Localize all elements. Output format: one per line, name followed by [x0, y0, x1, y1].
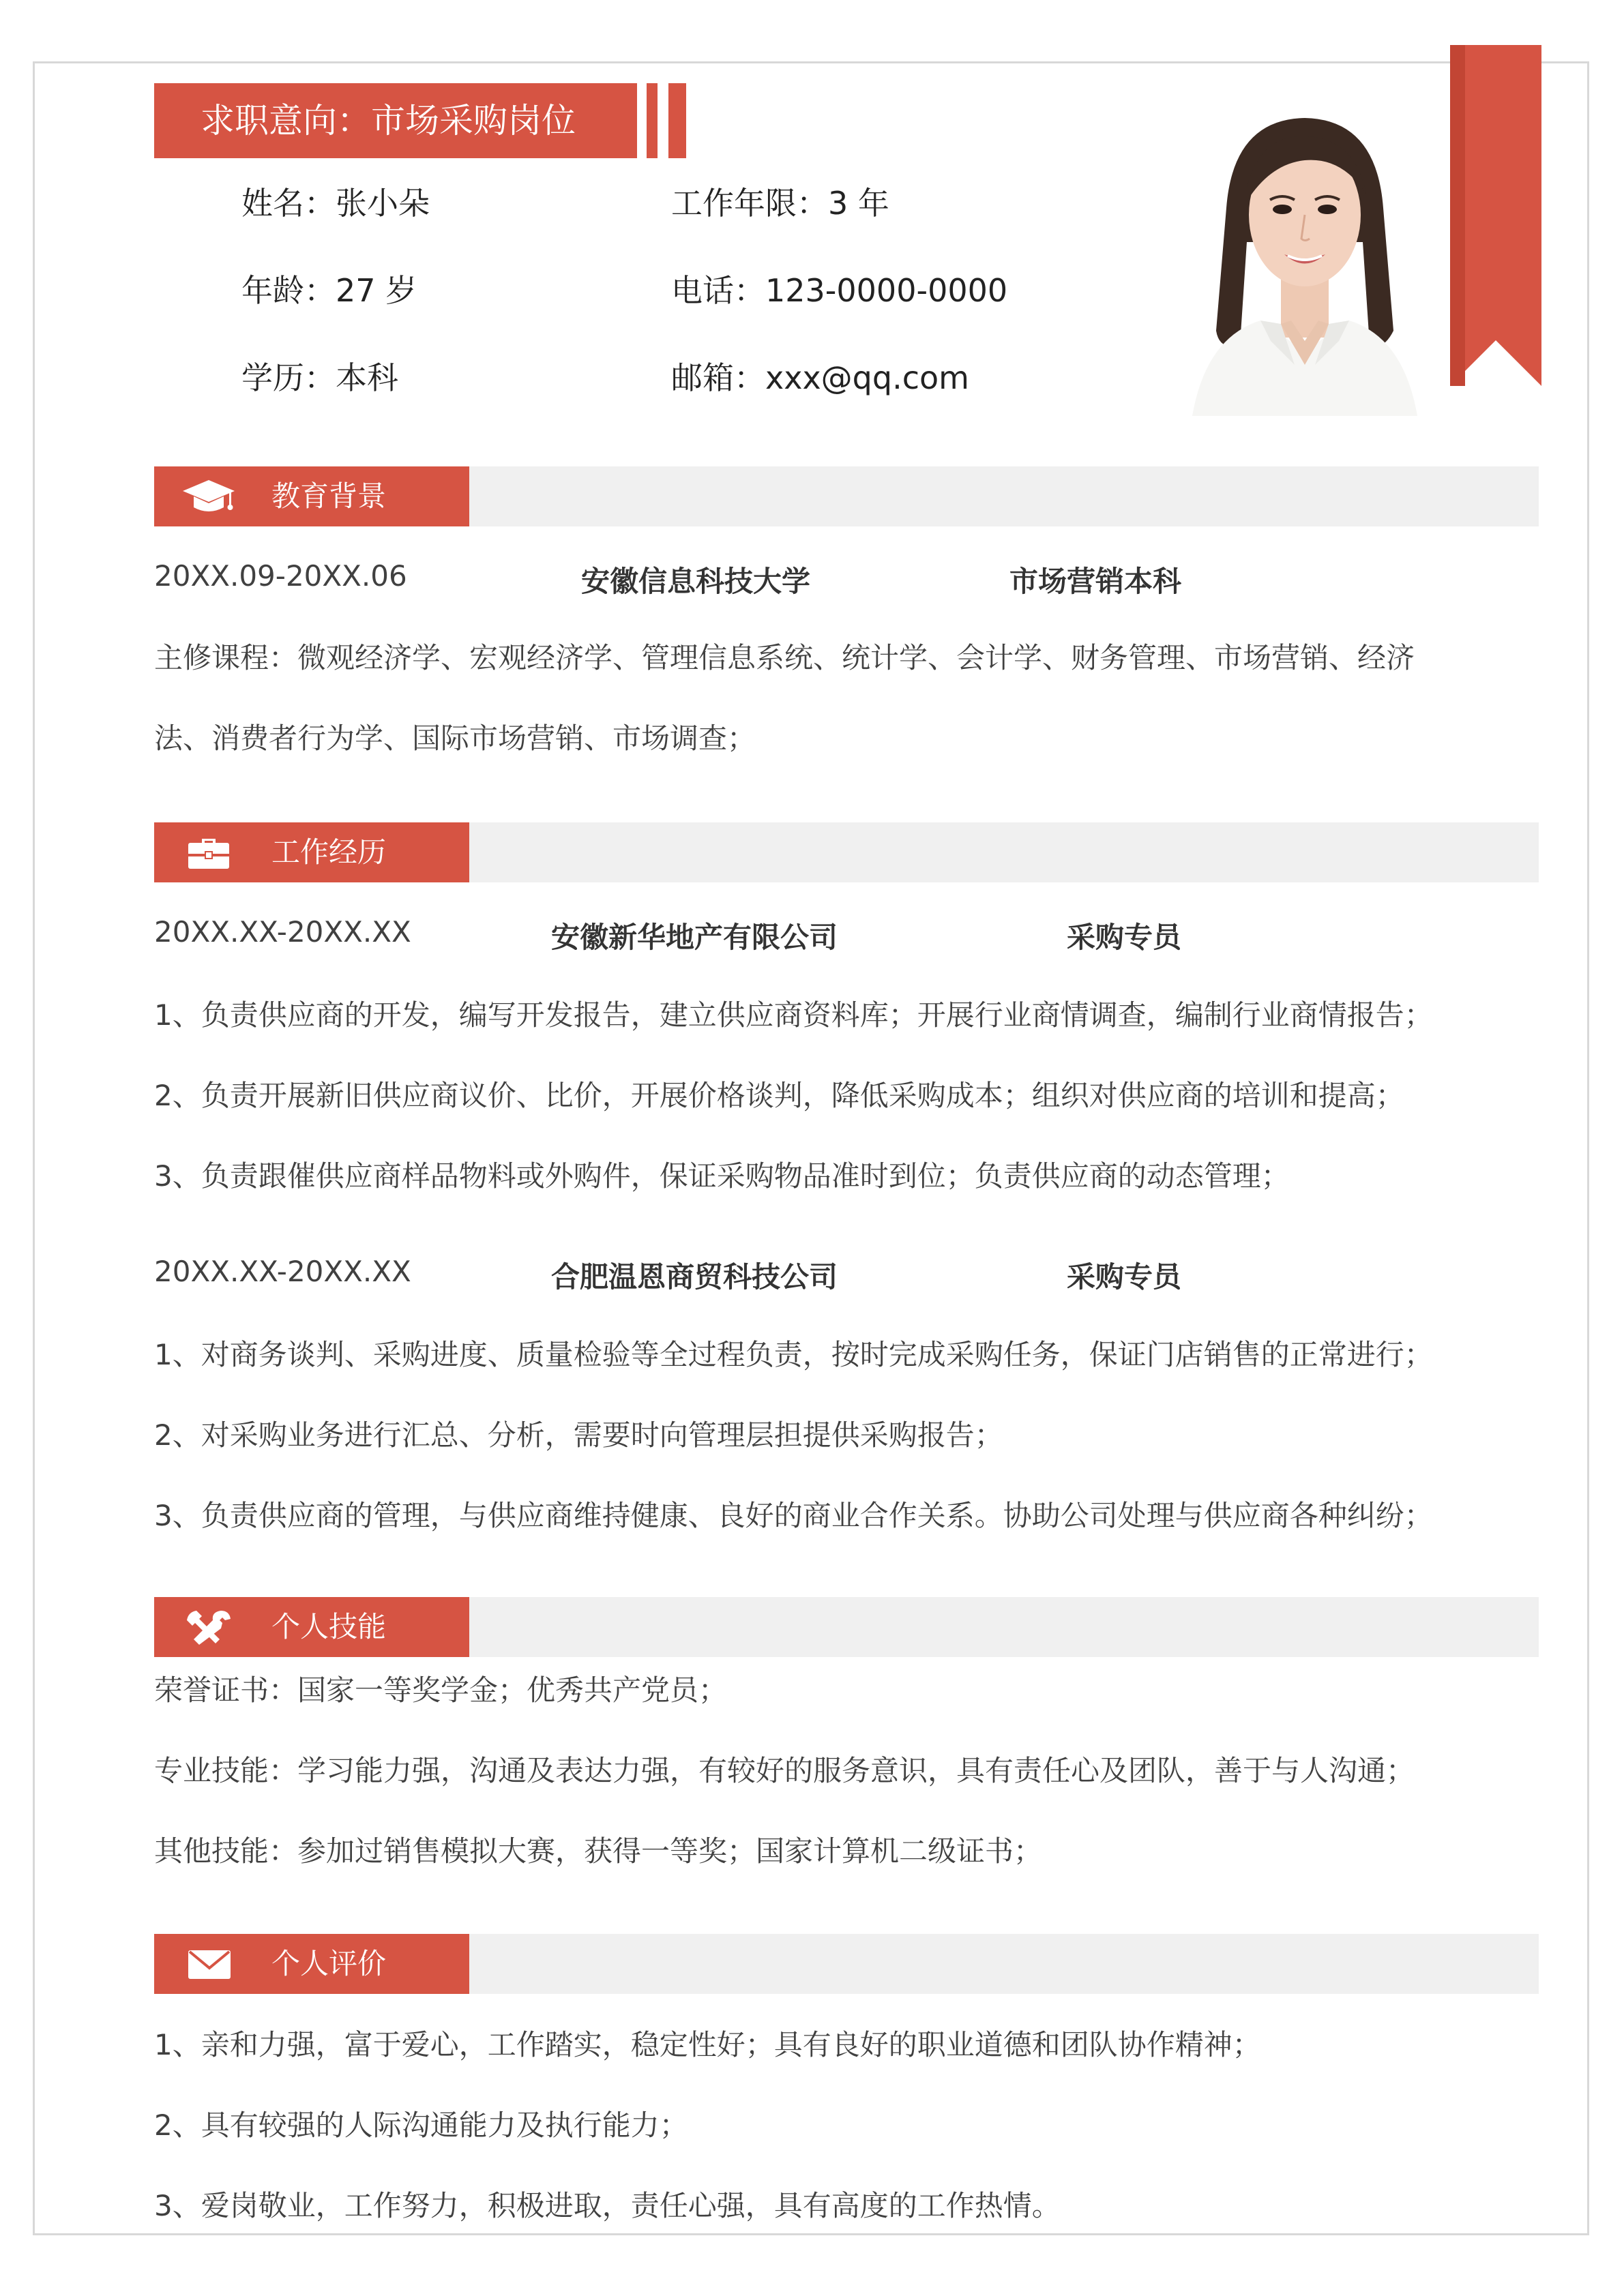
- work-section-header: [154, 822, 1539, 882]
- tools-icon: [181, 1607, 236, 1648]
- education-major: 市场营销本科: [1009, 565, 1182, 598]
- evaluation-section-title: 个人评价: [271, 1947, 387, 1980]
- education-courses-line: 法、消费者行为学、国际市场营销、市场调查；: [154, 721, 756, 755]
- briefcase-icon: [181, 832, 236, 873]
- header-stripe: [668, 83, 686, 158]
- evaluation-item: 3、爱岗敬业，工作努力，积极进取，责任心强，具有高度的工作热情。: [154, 2189, 1061, 2222]
- age-field: 年龄：27 岁: [241, 272, 417, 309]
- name-field: 姓名：张小朵: [241, 185, 430, 222]
- job-period: 20XX.XX-20XX.XX: [154, 915, 411, 949]
- job-duty: 2、对采购业务进行汇总、分析，需要时向管理层担提供采购报告；: [154, 1418, 1003, 1452]
- bookmark-ribbon: [1450, 45, 1541, 386]
- education-period: 20XX.09-20XX.06: [154, 559, 407, 593]
- work-years-field: 工作年限：3 年: [671, 185, 889, 222]
- skills-section-tab: [154, 1597, 469, 1657]
- profile-photo: [1179, 106, 1424, 416]
- evaluation-section-header: [154, 1934, 1539, 1994]
- education-section-title: 教育背景: [271, 479, 387, 513]
- job-company: 安徽新华地产有限公司: [551, 921, 838, 954]
- graduation-cap-icon: [181, 476, 236, 517]
- job-period: 20XX.XX-20XX.XX: [154, 1255, 411, 1288]
- skills-section-header: [154, 1597, 1539, 1657]
- evaluation-section-tab: [154, 1934, 469, 1994]
- job-duty: 3、负责供应商的管理，与供应商维持健康、良好的商业合作关系。协助公司处理与供应商各种纠纷；: [154, 1499, 1433, 1532]
- skill-item: 荣誉证书：国家一等奖学金；优秀共产党员；: [154, 1673, 728, 1707]
- phone-field: 电话：123-0000-0000: [671, 272, 1008, 309]
- job-intention-header: [154, 83, 686, 158]
- job-duty: 2、负责开展新旧供应商议价、比价，开展价格谈判，降低采购成本；组织对供应商的培训和提高；: [154, 1079, 1404, 1112]
- skill-item: 其他技能：参加过销售模拟大赛，获得一等奖；国家计算机二级证书；: [154, 1834, 1043, 1868]
- work-section-tab: [154, 822, 469, 882]
- job-company: 合肥温恩商贸科技公司: [551, 1260, 838, 1294]
- job-duty: 1、负责供应商的开发，编写开发报告，建立供应商资料库；开展行业商情调查，编制行业商情报告；: [154, 998, 1433, 1032]
- education-section-tab: [154, 466, 469, 526]
- email-field: 邮箱：xxx@qq.com: [671, 359, 969, 396]
- job-duty: 3、负责跟催供应商样品物料或外购件，保证采购物品准时到位；负责供应商的动态管理；: [154, 1159, 1290, 1193]
- education-school: 安徽信息科技大学: [581, 565, 811, 598]
- envelope-icon: [181, 1943, 236, 1984]
- job-intention-title: 求职意向：市场采购岗位: [154, 83, 637, 158]
- header-stripe: [647, 83, 658, 158]
- job-role: 采购专员: [1067, 921, 1182, 954]
- job-duty: 1、对商务谈判、采购进度、质量检验等全过程负责，按时完成采购任务，保证门店销售的正常进行；: [154, 1338, 1433, 1371]
- education-courses-line: 主修课程：微观经济学、宏观经济学、管理信息系统、统计学、会计学、财务管理、市场营销、经济: [154, 641, 1415, 674]
- job-role: 采购专员: [1067, 1260, 1182, 1294]
- work-section-title: 工作经历: [271, 835, 387, 869]
- evaluation-item: 1、亲和力强，富于爱心，工作踏实，稳定性好；具有良好的职业道德和团队协作精神；: [154, 2028, 1261, 2061]
- evaluation-item: 2、具有较强的人际沟通能力及执行能力；: [154, 2108, 688, 2142]
- education-level-field: 学历：本科: [241, 359, 398, 396]
- skills-section-title: 个人技能: [271, 1610, 387, 1643]
- skill-item: 专业技能：学习能力强，沟通及表达力强，有较好的服务意识，具有责任心及团队，善于与人沟通；: [154, 1754, 1415, 1787]
- education-section-header: [154, 466, 1539, 526]
